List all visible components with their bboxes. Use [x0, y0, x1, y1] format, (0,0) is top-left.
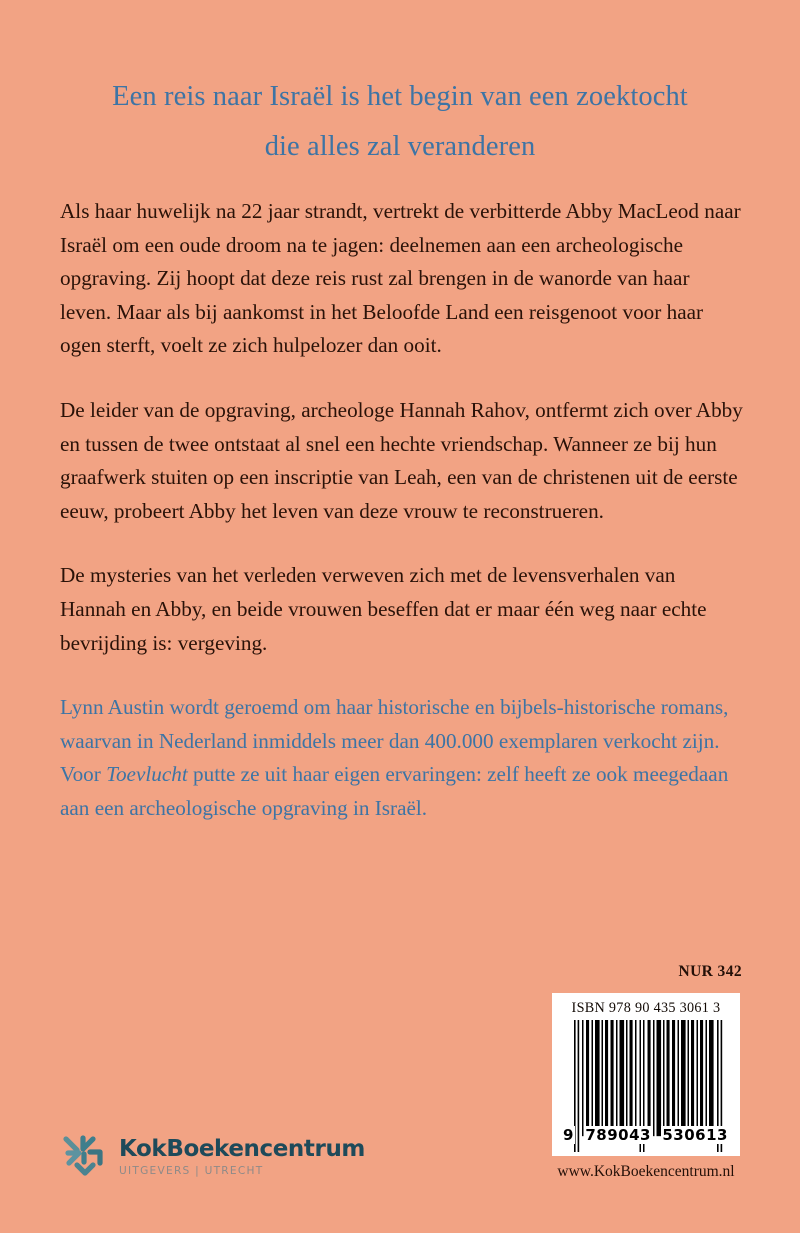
isbn-text: ISBN 978 90 435 3061 3: [571, 1000, 721, 1016]
author-note-part-2: putte ze uit haar eigen ervaringen: zelf heeft ze ook meegedaan aan een archeologische opgraving in Israël.: [60, 762, 729, 820]
headline-line-2: die alles zal veranderen: [264, 131, 536, 162]
ean-left-group: 789043: [585, 1126, 651, 1144]
publisher-subtitle: UITGEVERS | UTRECHT: [119, 1164, 264, 1177]
blurb-paragraph-2: De leider van de opgraving, archeologe Hannah Rahov, ontfermt zich over Abby en tussen de twee ontstaat al snel een hechte vriendschap. Wanneer ze bij hun graafwerk stuiten op een inscriptie van Leah, een van de christenen uit de eerste eeuw, probeert Abby het leven van deze vrouw te reconstrueren.: [60, 397, 743, 523]
barcode-block: [552, 993, 740, 1156]
nur-code: NUR 342: [678, 963, 742, 980]
blurb-paragraph-1: Als haar huwelijk na 22 jaar strandt, vertrekt de verbitterde Abby MacLeod naar Israël om een oude droom na te jagen: deelnemen aan een archeologische opgraving. Zij hoopt dat deze reis rust zal brengen in de wanorde van haar leven. Maar als bij aankomst in het Beloofde Land een reisgenoot voor haar ogen sterft, voelt ze zich hulpelozer dan ooit.: [60, 199, 741, 358]
publisher-url: www.KokBoekencentrum.nl: [557, 1163, 735, 1180]
author-note-part-1: Lynn Austin wordt geroemd om haar historische en bijbels-historische romans, waarvan in Nederland inmiddels meer dan 400.000 exemplaren verkocht zijn. Voor: [60, 695, 729, 787]
publisher-wordmark: [119, 1136, 365, 1179]
blurb-paragraph-3: De mysteries van het verleden verweven zich met de levensverhalen van Hannah en Abby, en beide vrouwen beseffen dat er maar één weg naar echte bevrijding is: vergeving.: [60, 563, 707, 655]
publisher-logo: [62, 1132, 365, 1182]
headline-line-1: Een reis naar Israël is het begin van een zoektocht: [112, 81, 688, 112]
ean-right-group: 530613: [662, 1126, 728, 1144]
publisher-name: KokBoekencentrum: [119, 1135, 365, 1162]
kok-boekencentrum-mark-icon: [62, 1132, 108, 1182]
barcode-bars: [561, 1020, 731, 1152]
book-title-mention: Toevlucht: [106, 762, 188, 787]
cover-headline: [60, 72, 740, 172]
blurb-text-block: [60, 195, 744, 857]
author-note-paragraph: [60, 691, 744, 825]
ean-lead-digit: 9: [563, 1126, 574, 1144]
